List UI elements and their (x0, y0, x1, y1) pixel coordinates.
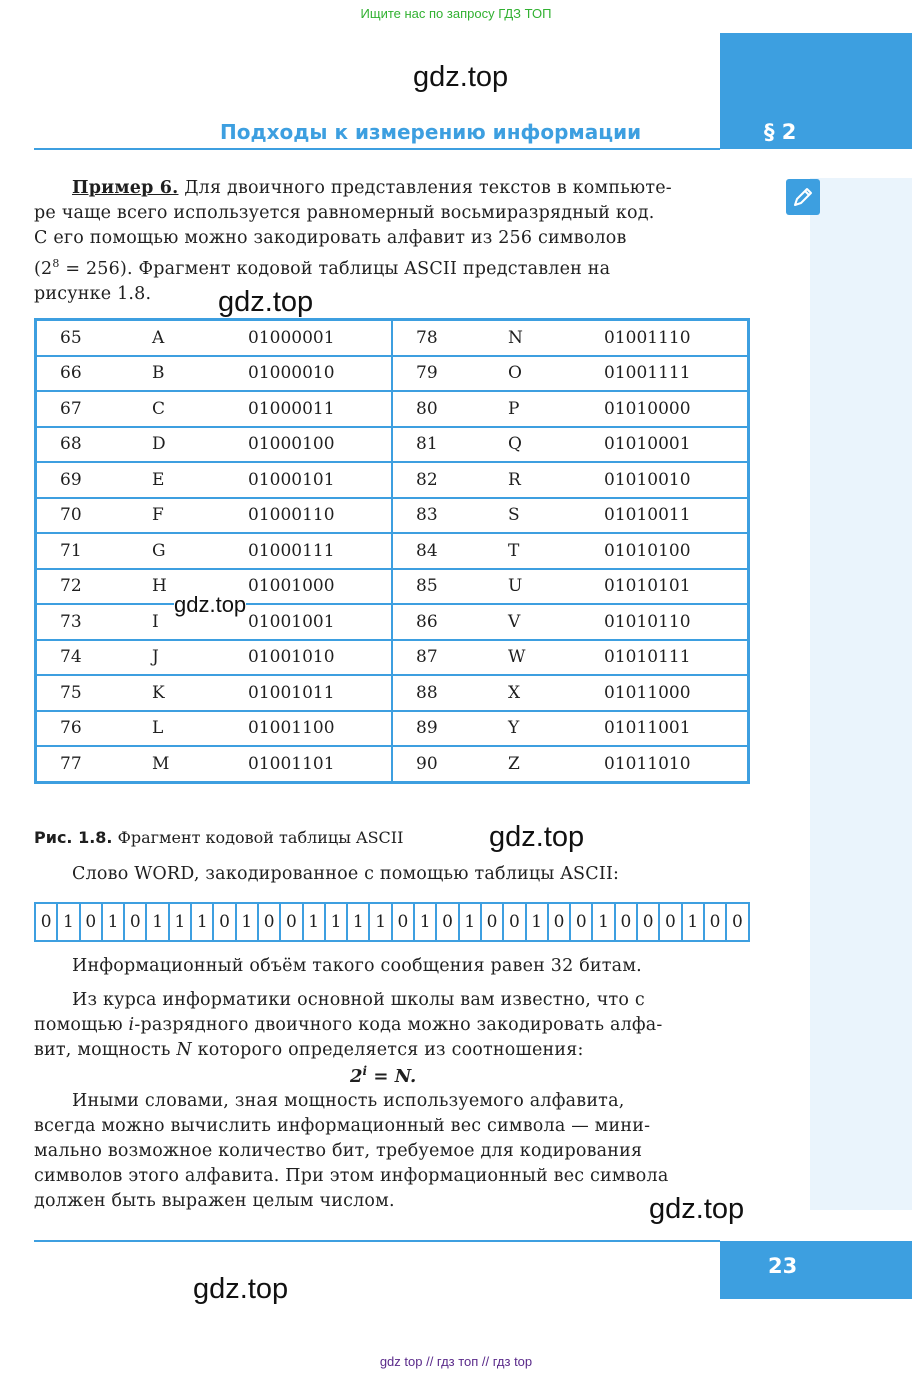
bit-cell: 0 (81, 904, 103, 940)
char-value: L (152, 718, 164, 739)
binary-value: 01010001 (604, 434, 691, 455)
text-line: ре чаще всего используется равномерный восьмиразрядный код. (34, 203, 655, 223)
table-row (36, 640, 749, 676)
word-line: Слово WORD, закодированное с помощью таблицы ASCII: (72, 864, 620, 884)
text-line: рисунке 1.8. (34, 283, 152, 304)
binary-value: 01000100 (248, 434, 335, 455)
table-cell (392, 569, 749, 605)
code-value: 83 (416, 505, 438, 526)
table-cell (36, 462, 393, 498)
binary-value: 01010111 (604, 647, 691, 668)
table-cell (36, 640, 393, 676)
binary-value: 01010000 (604, 398, 691, 419)
bit-cell: 0 (638, 904, 660, 940)
conclusion-paragraph (34, 1089, 748, 1214)
binary-value: 01010101 (604, 576, 691, 597)
watermark: gdz.top (193, 1273, 289, 1305)
pencil-icon (786, 179, 820, 215)
variable: i (128, 1015, 135, 1035)
bit-cell: 0 (259, 904, 281, 940)
text-line: Из курса информатики основной школы вам известно, что с (72, 990, 645, 1010)
text-line: Иными словами, зная мощность используемого алфавита, (72, 1091, 625, 1111)
binary-value: 01001110 (604, 327, 691, 348)
text-line: -разрядного двоичного кода можно закодировать алфа- (134, 1015, 663, 1035)
char-value: H (152, 576, 167, 597)
binary-value: 01000111 (248, 540, 335, 561)
page-number: 23 (768, 1254, 798, 1278)
watermark: gdz.top (218, 286, 314, 318)
top-banner: Ищите нас по запросу ГДЗ ТОП (360, 6, 552, 21)
code-value: 65 (60, 327, 82, 348)
binary-value: 01001011 (248, 682, 335, 703)
bit-cell: 1 (683, 904, 705, 940)
binary-value: 01010011 (604, 505, 691, 526)
formula-rest: = N. (367, 1066, 417, 1087)
char-value: D (152, 434, 166, 455)
table-row (36, 711, 749, 747)
table-row (36, 533, 749, 569)
table-cell (36, 675, 393, 711)
watermark: gdz.top (174, 592, 247, 617)
text-line: Для двоичного представления текстов в компьюте- (178, 178, 672, 198)
table-row (36, 462, 749, 498)
code-value: 77 (60, 753, 82, 774)
table-cell (392, 675, 749, 711)
page-number-block (720, 1241, 912, 1299)
binary-value: 01001100 (248, 718, 335, 739)
code-value: 72 (60, 576, 82, 597)
binary-value: 01011010 (604, 753, 691, 774)
char-value: O (508, 363, 522, 384)
bit-cell: 0 (705, 904, 727, 940)
table-cell (392, 320, 749, 356)
binary-value: 01001101 (248, 753, 335, 774)
figure-caption (34, 828, 403, 847)
code-value: 67 (60, 398, 82, 419)
bit-cell: 0 (393, 904, 415, 940)
bit-cell: 1 (237, 904, 259, 940)
bit-cell: 0 (616, 904, 638, 940)
code-value: 75 (60, 682, 82, 703)
bit-cell: 0 (549, 904, 571, 940)
bit-cell: 0 (437, 904, 459, 940)
figure-text: Фрагмент кодовой таблицы ASCII (112, 828, 404, 847)
header-accent-block (720, 33, 912, 149)
code-value: 66 (60, 363, 82, 384)
text-line: всегда можно вычислить информационный вес символа — мини- (34, 1116, 651, 1136)
watermark: gdz.top (489, 821, 585, 853)
binary-value: 01000001 (248, 327, 335, 348)
code-value: 68 (60, 434, 82, 455)
binary-value: 01000101 (248, 469, 335, 490)
code-value: 90 (416, 753, 438, 774)
table-row (36, 604, 749, 640)
table-cell (392, 711, 749, 747)
binary-value: 01000010 (248, 363, 335, 384)
bit-cell: 0 (482, 904, 504, 940)
formula-base: 2 (350, 1066, 363, 1087)
table-row (36, 746, 749, 782)
chapter-title: Подходы к измерению информации (220, 120, 642, 144)
text-line: символов этого алфавита. При этом информационный вес символа (34, 1166, 669, 1186)
code-value: 76 (60, 718, 82, 739)
code-value: 79 (416, 363, 438, 384)
table-cell (392, 604, 749, 640)
char-value: W (508, 647, 526, 668)
course-paragraph (34, 988, 748, 1063)
binary-value: 01000011 (248, 398, 335, 419)
table-cell (392, 746, 749, 782)
figure-label: Рис. 1.8. (34, 828, 113, 847)
char-value: G (152, 540, 166, 561)
char-value: Z (508, 753, 520, 774)
code-value: 74 (60, 647, 82, 668)
margin-strip (810, 178, 912, 1210)
binary-value: 01001010 (248, 647, 335, 668)
text-line: которого определяется из соотношения: (191, 1040, 584, 1060)
binary-value: 01001000 (248, 576, 335, 597)
info-volume-line: Информационный объём такого сообщения равен 32 битам. (72, 956, 642, 976)
code-value: 71 (60, 540, 82, 561)
bit-cell: 1 (326, 904, 348, 940)
example-paragraph (34, 176, 748, 307)
code-value: 87 (416, 647, 438, 668)
char-value: A (152, 327, 165, 348)
binary-value: 01000110 (248, 505, 335, 526)
code-value: 78 (416, 327, 438, 348)
code-value: 70 (60, 505, 82, 526)
code-value: 73 (60, 611, 82, 632)
table-cell (36, 711, 393, 747)
char-value: I (152, 611, 159, 632)
char-value: K (152, 682, 165, 703)
text-line: (2 (34, 258, 53, 279)
table-row (36, 569, 749, 605)
code-value: 81 (416, 434, 438, 455)
binary-value: 01011000 (604, 682, 691, 703)
bit-cell: 1 (170, 904, 192, 940)
char-value: J (152, 647, 159, 668)
bit-cell: 0 (214, 904, 236, 940)
watermark: gdz.top (413, 61, 509, 93)
table-cell (36, 320, 393, 356)
bit-cell: 1 (147, 904, 169, 940)
text-line: С его помощью можно закодировать алфавит из 256 символов (34, 228, 627, 248)
table-row (36, 356, 749, 392)
code-value: 84 (416, 540, 438, 561)
table-cell (392, 462, 749, 498)
char-value: Q (508, 434, 522, 455)
superscript: 8 (52, 257, 60, 270)
table-cell (392, 498, 749, 534)
text-line: вит, мощность (34, 1040, 177, 1060)
char-value: F (152, 505, 164, 526)
formula (350, 1064, 416, 1087)
formula-exponent: i (362, 1064, 368, 1078)
text-line: должен быть выражен целым числом. (34, 1191, 395, 1211)
table-cell (36, 498, 393, 534)
bit-string (34, 902, 750, 942)
table-row (36, 320, 749, 356)
bit-cell: 1 (370, 904, 392, 940)
table-row (36, 427, 749, 463)
table-cell (392, 427, 749, 463)
footer-rule (34, 1240, 720, 1242)
code-value: 89 (416, 718, 438, 739)
table-cell (392, 356, 749, 392)
text-line: = 256). Фрагмент кодовой таблицы ASCII представлен на (59, 258, 611, 279)
bit-cell: 0 (36, 904, 58, 940)
table-cell (36, 746, 393, 782)
bit-cell: 1 (58, 904, 80, 940)
example-label: Пример 6. (72, 178, 179, 198)
code-value: 69 (60, 469, 82, 490)
char-value: P (508, 398, 520, 419)
bit-cell: 0 (660, 904, 682, 940)
text-line: мально возможное количество бит, требуемое для кодирования (34, 1141, 643, 1161)
table-cell (36, 391, 393, 427)
table-cell (36, 427, 393, 463)
header-rule (34, 148, 720, 150)
table-cell (392, 640, 749, 676)
char-value: T (508, 540, 520, 561)
char-value: Y (508, 718, 520, 739)
table-cell (36, 533, 393, 569)
bit-cell: 0 (504, 904, 526, 940)
bit-cell: 1 (460, 904, 482, 940)
char-value: S (508, 505, 520, 526)
bit-cell: 0 (281, 904, 303, 940)
bit-cell: 1 (304, 904, 326, 940)
binary-value: 01011001 (604, 718, 691, 739)
code-value: 85 (416, 576, 438, 597)
table-cell (392, 533, 749, 569)
code-value: 88 (416, 682, 438, 703)
char-value: E (152, 469, 165, 490)
table-row (36, 498, 749, 534)
footer-links: gdz top // гдз топ // гдз top (379, 1354, 533, 1369)
bit-cell: 1 (593, 904, 615, 940)
bit-cell: 1 (415, 904, 437, 940)
table-row (36, 391, 749, 427)
char-value: C (152, 398, 166, 419)
char-value: U (508, 576, 523, 597)
bit-cell: 0 (731, 912, 743, 932)
text-line: помощью (34, 1015, 129, 1035)
code-value: 82 (416, 469, 438, 490)
char-value: X (508, 682, 521, 703)
code-value: 86 (416, 611, 438, 632)
binary-value: 01010010 (604, 469, 691, 490)
watermark: gdz.top (649, 1193, 745, 1225)
table-row (36, 675, 749, 711)
bit-cell: 1 (527, 904, 549, 940)
bit-cell: 0 (125, 904, 147, 940)
ascii-table (34, 318, 750, 784)
char-value: N (508, 327, 523, 348)
binary-value: 01001001 (248, 611, 335, 632)
char-value: R (508, 469, 521, 490)
bit-cell: 1 (348, 904, 370, 940)
section-number: § 2 (764, 120, 797, 144)
binary-value: 01010110 (604, 611, 691, 632)
char-value: V (508, 611, 521, 632)
code-value: 80 (416, 398, 438, 419)
binary-value: 01010100 (604, 540, 691, 561)
bit-cell: 0 (571, 904, 593, 940)
table-cell (36, 356, 393, 392)
table-cell (392, 391, 749, 427)
variable: N (176, 1040, 192, 1060)
bit-cell: 1 (192, 904, 214, 940)
char-value: B (152, 363, 165, 384)
binary-value: 01001111 (604, 363, 691, 384)
bit-cell: 1 (103, 904, 125, 940)
char-value: M (152, 753, 170, 774)
